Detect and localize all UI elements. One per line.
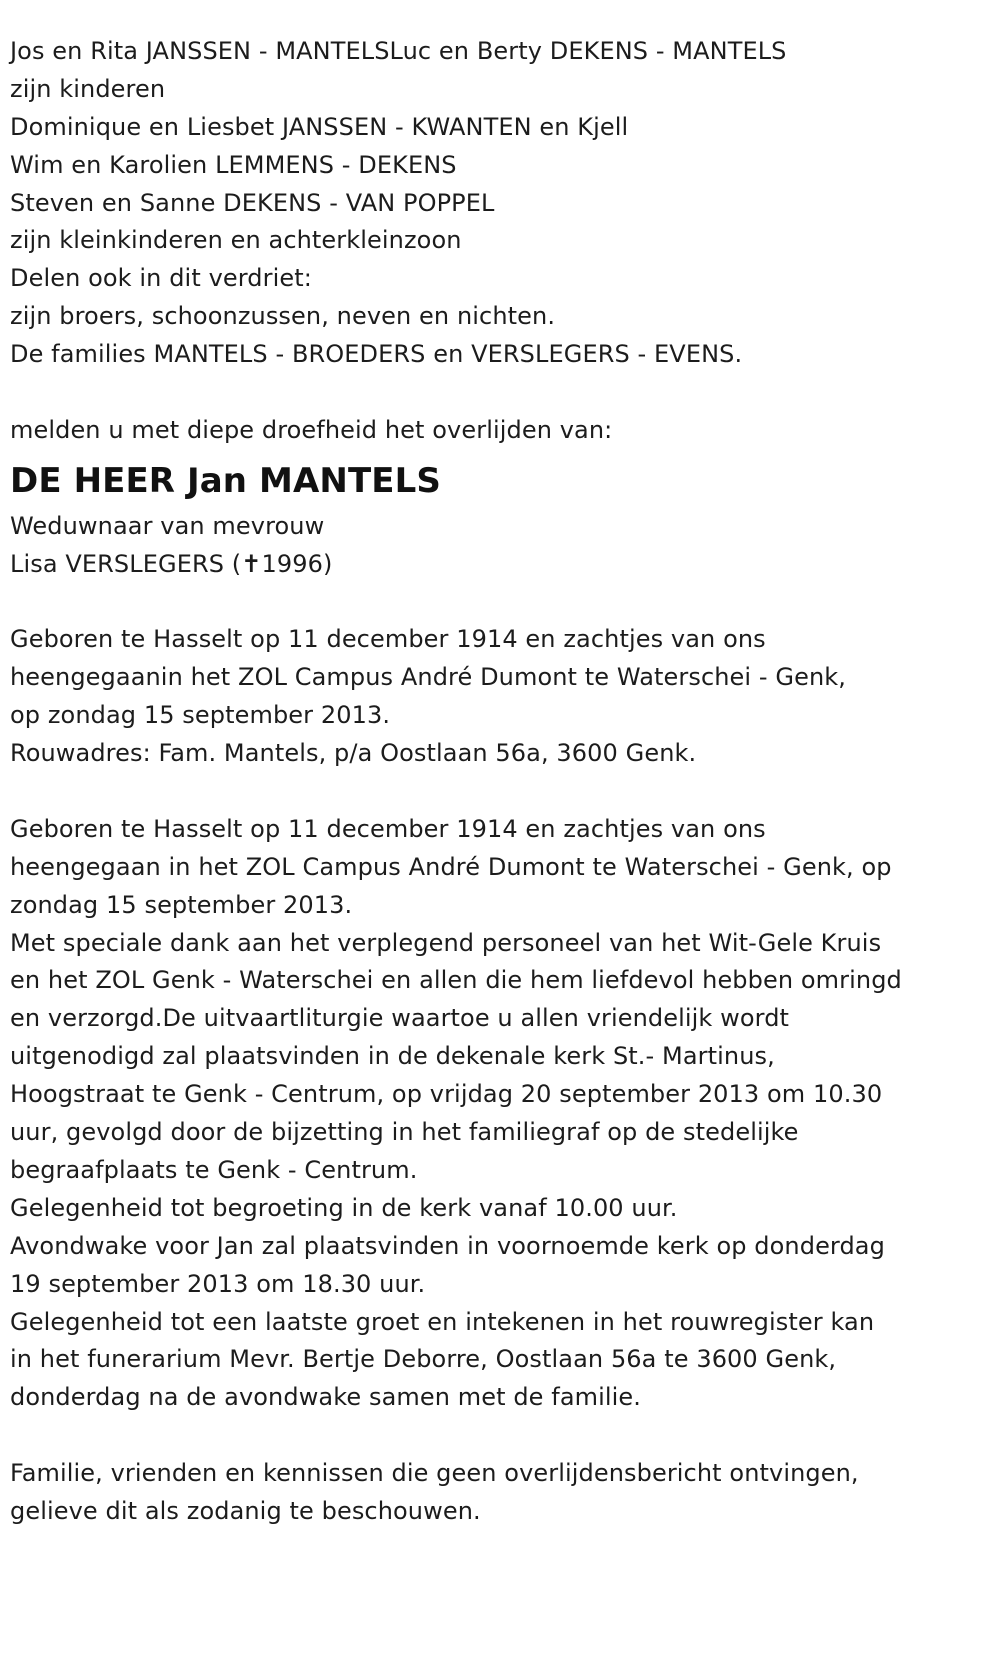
spacer bbox=[10, 584, 995, 622]
family-line: zijn broers, schoonzussen, neven en nichten. bbox=[10, 302, 556, 331]
birth-death-block bbox=[10, 621, 995, 773]
obituary-notice bbox=[10, 33, 995, 1531]
announcement-text: melden u met diepe droefheid het overlijden van: bbox=[10, 415, 613, 444]
paragraph-line: heengegaanin het ZOL Campus André Dumont te Waterschei - Genk, bbox=[10, 663, 847, 692]
spouse-line: Lisa VERSLEGERS (✝1996) bbox=[10, 549, 333, 578]
family-line: Wim en Karolien LEMMENS - DEKENS bbox=[10, 150, 457, 179]
family-list bbox=[10, 33, 995, 374]
family-line: De families MANTELS - BROEDERS en VERSLEGERS - EVENS. bbox=[10, 340, 743, 369]
family-line: Steven en Sanne DEKENS - VAN POPPEL bbox=[10, 188, 495, 217]
paragraph-line: Geboren te Hasselt op 11 december 1914 en zachtjes van ons bbox=[10, 625, 766, 654]
paragraph-line: zondag 15 september 2013. bbox=[10, 890, 353, 919]
paragraph-line: Geboren te Hasselt op 11 december 1914 en zachtjes van ons bbox=[10, 814, 766, 843]
paragraph-line: heengegaan in het ZOL Campus André Dumont te Waterschei - Genk, op bbox=[10, 852, 892, 881]
paragraph-line: op zondag 15 september 2013. bbox=[10, 701, 391, 730]
closing-line: Familie, vrienden en kennissen die geen overlijdensbericht ontvingen, bbox=[10, 1459, 859, 1488]
deceased-name: DE HEER Jan MANTELS bbox=[10, 460, 441, 501]
paragraph-line: uitgenodigd zal plaatsvinden in de dekenale kerk St.- Martinus, bbox=[10, 1042, 775, 1071]
paragraph-line: en verzorgd.De uitvaartliturgie waartoe u allen vriendelijk wordt bbox=[10, 1004, 790, 1033]
family-line: Jos en Rita JANSSEN - MANTELSLuc en Berty DEKENS - MANTELS bbox=[10, 37, 787, 65]
closing-block bbox=[10, 1455, 995, 1531]
paragraph-line: Gelegenheid tot begroeting in de kerk vanaf 10.00 uur. bbox=[10, 1193, 678, 1222]
closing-line: gelieve dit als zodanig te beschouwen. bbox=[10, 1496, 481, 1525]
spacer bbox=[10, 773, 995, 811]
paragraph-line: uur, gevolgd door de bijzetting in het familiegraf op de stedelijke bbox=[10, 1118, 799, 1147]
funeral-details-block bbox=[10, 811, 995, 1417]
paragraph-line: Gelegenheid tot een laatste groet en intekenen in het rouwregister kan bbox=[10, 1307, 875, 1336]
family-line: zijn kinderen bbox=[10, 74, 166, 103]
family-line: Dominique en Liesbet JANSSEN - KWANTEN en Kjell bbox=[10, 112, 629, 141]
paragraph-line: donderdag na de avondwake samen met de familie. bbox=[10, 1383, 642, 1412]
widower-line: Weduwnaar van mevrouw bbox=[10, 511, 325, 540]
mourning-address: Rouwadres: Fam. Mantels, p/a Oostlaan 56a, 3600 Genk. bbox=[10, 739, 697, 768]
paragraph-line: en het ZOL Genk - Waterschei en allen die hem liefdevol hebben omringd bbox=[10, 966, 902, 995]
paragraph-line: Met speciale dank aan het verplegend personeel van het Wit-Gele Kruis bbox=[10, 928, 882, 957]
spacer bbox=[10, 1417, 995, 1455]
spacer bbox=[10, 374, 995, 412]
paragraph-line: in het funerarium Mevr. Bertje Deborre, Oostlaan 56a te 3600 Genk, bbox=[10, 1345, 837, 1374]
paragraph-line: Avondwake voor Jan zal plaatsvinden in voornoemde kerk op donderdag bbox=[10, 1231, 885, 1260]
paragraph-line: begraafplaats te Genk - Centrum. bbox=[10, 1155, 418, 1184]
paragraph-line: 19 september 2013 om 18.30 uur. bbox=[10, 1269, 426, 1298]
family-line: Delen ook in dit verdriet: bbox=[10, 264, 312, 293]
family-line: zijn kleinkinderen en achterkleinzoon bbox=[10, 226, 462, 255]
paragraph-line: Hoogstraat te Genk - Centrum, op vrijdag 20 september 2013 om 10.30 bbox=[10, 1080, 883, 1109]
